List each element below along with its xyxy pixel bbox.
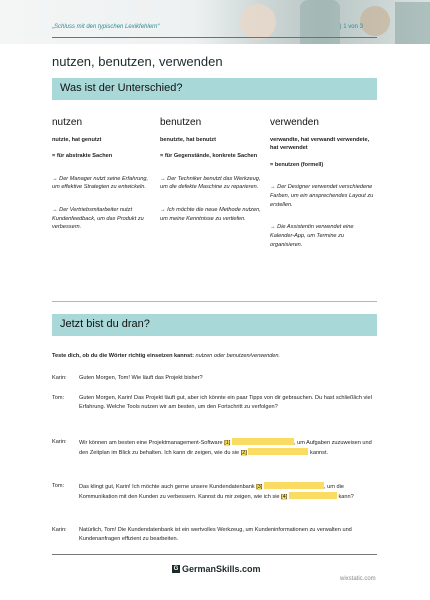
example-sentence: → Der Designer verwendet verschiedene Farben, um ein ansprechendes Layout zu erstellen. — [270, 184, 374, 208]
photo-person — [395, 2, 430, 44]
gap-number: [3] — [256, 484, 263, 490]
usage-note: = benutzen (formell) — [270, 161, 324, 168]
instruction-text: Teste dich, ob du die Wörter richtig einsetzen kannst: — [52, 353, 194, 359]
dialogue-line — [52, 374, 377, 383]
page-title: nutzen, benutzen, verwenden — [52, 54, 223, 69]
dialogue-text: Guten Morgen, Tom! Wie läuft das Projekt bisher? — [79, 375, 203, 381]
gap-number: [2] — [240, 449, 247, 456]
dialogue-text — [79, 438, 377, 457]
verb-forms: benutzte, hat benutzt — [160, 136, 216, 143]
text-fragment: , um Aufgaben zuzuweisen und den Zeitplan im Blick zu behalten. Ich kann dir zeigen, wie du sie — [79, 440, 372, 456]
header-subtitle: „Schluss mit den typischen Lexikfehlern“ — [52, 24, 160, 30]
logo-text: GermanSkills.com — [182, 564, 261, 574]
text-fragment: Wir können am besten eine Projektmanagement-Software — [79, 440, 225, 446]
example-sentence: → Der Techniker benutzt das Werkzeug, um die defekte Maschine zu reparieren. — [160, 175, 261, 191]
fill-in-blank[interactable] — [232, 438, 294, 445]
dialogue-line — [52, 482, 377, 501]
dialogue-line — [52, 394, 377, 411]
exercise-instruction — [52, 353, 280, 359]
column-heading: nutzen — [52, 117, 83, 128]
column-heading: verwenden — [270, 117, 319, 128]
section-heading-difference: Was ist der Unterschied? — [52, 78, 377, 100]
usage-note: = für Gegenstände, konkrete Sachen — [160, 153, 258, 160]
page-number: | 1 von 3 — [340, 24, 363, 30]
example-sentence: → Der Vertriebsmitarbeiter nutzt Kundenfeedback, um das Produkt zu verbessern. — [52, 207, 144, 231]
dialogue-line — [52, 438, 377, 457]
example-sentence: → Die Assistentin verwendet eine Kalender-App, um Termine zu organisieren. — [270, 224, 354, 248]
text-fragment: kannst. — [308, 449, 329, 456]
speaker-label: Tom: — [52, 483, 65, 489]
fill-in-blank[interactable] — [248, 448, 308, 455]
photo-person — [360, 6, 390, 36]
instruction-options: nutzen oder benutzen/verwenden. — [193, 353, 281, 359]
text-fragment: , um die Kommunikation mit den Kunden zu verbessern. Kannst du mir zeigen, wie ich sie — [79, 484, 344, 500]
fill-in-blank[interactable] — [264, 482, 324, 489]
section-divider — [52, 301, 377, 302]
usage-note: = für abstrakte Sachen — [52, 153, 113, 160]
footer-divider — [52, 554, 377, 555]
speaker-label: Karin: — [52, 527, 67, 533]
watermark: wixstatic.com — [340, 576, 376, 582]
section-heading-exercise: Jetzt bist du dran? — [52, 314, 377, 336]
column-verwenden — [270, 115, 375, 249]
text-fragment: Das klingt gut, Karin! Ich möchte auch gerne unsere Kundendatenbank — [79, 484, 257, 490]
verb-forms: nutzte, hat genutzt — [52, 136, 102, 143]
column-nutzen — [52, 115, 157, 232]
brand-logo[interactable] — [172, 564, 261, 574]
speaker-label: Tom: — [52, 395, 65, 401]
dialogue-text — [79, 482, 377, 501]
verb-forms: verwandte, hat verwandt verwendete, hat verwendet — [270, 136, 370, 152]
column-heading: benutzen — [160, 117, 202, 128]
speaker-label: Karin: — [52, 439, 67, 445]
header-divider — [52, 37, 377, 38]
text-fragment: kann? — [336, 493, 354, 500]
gap-number: [1] — [224, 440, 231, 446]
column-benutzen — [160, 115, 265, 223]
dialogue-line — [52, 526, 377, 543]
fill-in-blank[interactable] — [289, 492, 337, 499]
example-sentence: → Ich möchte die neue Methode nutzen, um meine Kenntnisse zu vertiefen. — [160, 207, 261, 222]
speaker-label: Karin: — [52, 375, 67, 381]
dialogue-text: Guten Morgen, Karin! Das Projekt läuft gut, aber ich könnte ein paar Tipps von dir gebrauchen. Du hast schließlich viel Erfahrung. Welche Tools nutzen wir am besten, um den Fortschritt zu verfolgen? — [79, 395, 372, 410]
example-sentence: → Der Manager nutzt seine Erfahrung, um effektive Strategien zu entwickeln. — [52, 175, 149, 191]
gap-number: [4] — [281, 493, 288, 500]
photo-person — [240, 4, 276, 40]
dialogue-text: Natürlich, Tom! Die Kundendatenbank ist ein wertvolles Werkzeug, um Kundeninformationen zu verwalten und Kundenanfragen effizient zu bearbeiten. — [79, 527, 352, 542]
logo-icon: G — [173, 566, 179, 572]
